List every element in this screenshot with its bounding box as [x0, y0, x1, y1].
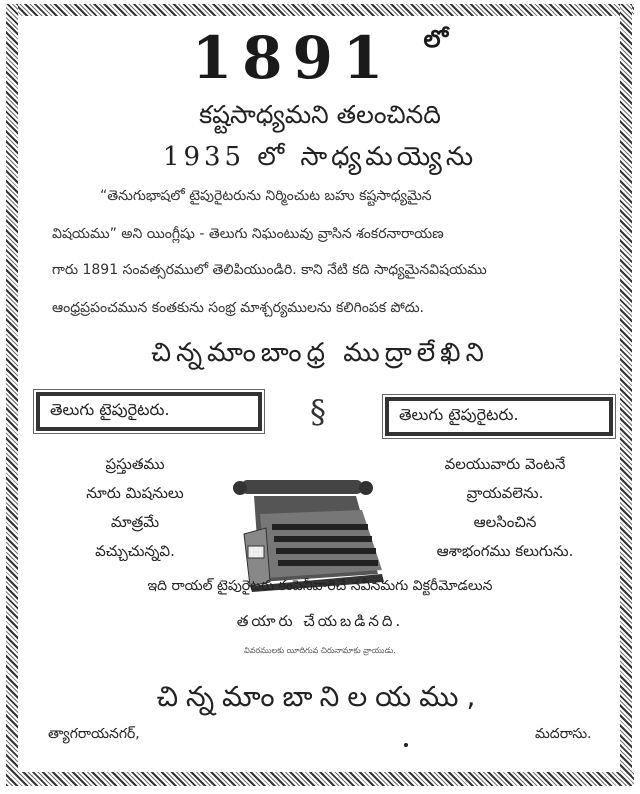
typewriter-illustration — [232, 474, 392, 594]
subhead-difficult: కష్టసాధ్యమని తలంచినది — [199, 100, 441, 129]
product-name: చిన్నమాంబాంధ్ర ముద్రాలేఖిని — [151, 338, 489, 368]
paragraph-line: “తెనుగుభాషలో టైపురైటరును నిర్మించుట బహు కష్టసాధ్యమైన — [100, 188, 432, 204]
rope-border-left — [6, 4, 18, 786]
company-name: చిన్నమాంబానిలయము, — [156, 680, 484, 713]
headline-suffix: లో — [423, 24, 449, 53]
manufactured-line: తయారు చేయబడినది. — [236, 612, 404, 630]
right-column-line: ఆశాభంగము కలుగును. — [436, 542, 574, 560]
left-column-line: మాత్రమే — [110, 513, 160, 531]
address-right: మదరాసు. — [535, 726, 592, 742]
left-column-line: వచ్చుచున్నవి. — [95, 542, 175, 560]
paragraph-line: ఆంధ్రప్రపంచమున కంతకును సంభ్ర మాశ్చర్యములను కలిగింపక పోదు. — [52, 300, 424, 316]
left-column-line: ప్రస్తుతము — [105, 455, 165, 473]
right-column-line: వలయువారు వెంటనే — [444, 455, 566, 473]
right-column-line: ఆలసించిన — [473, 513, 537, 531]
paragraph-line: గారు 1891 సంవత్సరములో తెలిపియుండిరి. కాని నేటి కది సాధ్యమైనవిషయము — [52, 262, 487, 278]
label-box-right: తెలుగు టైపురైటరు. — [385, 397, 613, 436]
headline-year: 1891 — [191, 24, 394, 92]
ornament-icon: § — [310, 393, 326, 431]
rope-border-bottom — [6, 772, 634, 786]
right-column-line: వ్రాయవలెను. — [466, 484, 544, 502]
label-box-left: తెలుగు టైపురైటరు. — [36, 392, 262, 431]
rope-border-top — [6, 4, 634, 16]
address-left: త్యాగరాయనగర్, — [48, 726, 140, 742]
left-column — [60, 450, 210, 566]
contact-note: వివరములకు యీదిగువ చిరునామాకు వ్రాయుడు. — [244, 646, 396, 655]
rope-border-right — [620, 4, 632, 786]
headline — [20, 24, 620, 92]
ink-speck — [404, 743, 408, 747]
subhead-possible: 1935 లో సాధ్యమయ్యెను — [162, 142, 478, 172]
manufacturer-line: ఇది రాయల్ టైపురైటరు కంపెనీవారిచే నవీనమగు విక్టరీమోడలున — [147, 578, 493, 594]
left-column-line: నూరు మిషనులు — [86, 484, 184, 502]
paragraph-line: విషయము” అని యింగ్లీషు - తెలుగు నిఘంటువు వ్రాసిన శంకరనారాయణ — [52, 226, 444, 242]
right-column — [400, 450, 610, 566]
